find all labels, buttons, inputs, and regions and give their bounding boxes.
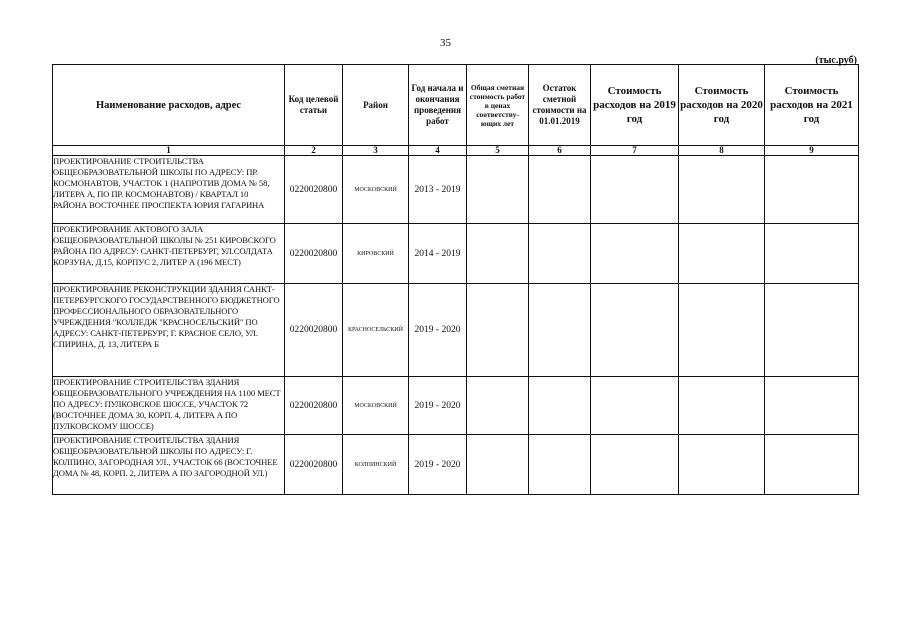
header-estimated-cost: Общая сметная стоимость работ в ценах соответству-ющих лет [467, 65, 529, 146]
row-cost-2019 [591, 224, 679, 284]
row-estimated-cost [467, 284, 529, 377]
row-remaining-cost [529, 156, 591, 224]
row-remaining-cost [529, 435, 591, 495]
row-cost-2019 [591, 284, 679, 377]
row-code: 0220020800 [285, 156, 343, 224]
row-years: 2014 - 2019 [409, 224, 467, 284]
row-cost-2020 [679, 156, 765, 224]
budget-table [52, 64, 859, 495]
row-cost-2021 [765, 156, 859, 224]
column-number: 5 [467, 146, 529, 156]
header-district: Район [343, 65, 409, 146]
page-number: 35 [440, 37, 451, 49]
row-remaining-cost [529, 377, 591, 435]
row-district: МОСКОВСКИЙ [343, 377, 409, 435]
table-row [53, 224, 859, 284]
row-code: 0220020800 [285, 377, 343, 435]
row-remaining-cost [529, 224, 591, 284]
row-name: ПРОЕКТИРОВАНИЕ СТРОИТЕЛЬСТВА ОБЩЕОБРАЗОВАТЕЛЬНОЙ ШКОЛЫ ПО АДРЕСУ: ПР. КОСМОНАВТОВ, УЧАСТОК 1 (НАПРОТИВ ДОМА № 58, ЛИТЕРА А, ПО ПР. КОСМОНАВТОВ) / КВАРТАЛ 10 РАЙОНА ВОСТОЧНЕЕ ПРОСПЕКТА ЮРИЯ ГАГАРИНА [53, 156, 285, 224]
row-cost-2020 [679, 377, 765, 435]
row-cost-2021 [765, 284, 859, 377]
row-cost-2020 [679, 224, 765, 284]
row-cost-2019 [591, 377, 679, 435]
header-name: Наименование расходов, адрес [53, 65, 285, 146]
row-district: КРАСНОСЕЛЬСКИЙ [343, 284, 409, 377]
column-number: 8 [679, 146, 765, 156]
row-district: КОЛПИНСКИЙ [343, 435, 409, 495]
header-cost-2021: Стоимость расходов на 2021 год [765, 65, 859, 146]
column-number: 7 [591, 146, 679, 156]
column-number: 6 [529, 146, 591, 156]
header-remaining-cost: Остаток сметной стоимости на 01.01.2019 [529, 65, 591, 146]
row-name: ПРОЕКТИРОВАНИЕ СТРОИТЕЛЬСТВА ЗДАНИЯ ОБЩЕОБРАЗОВАТЕЛЬНОЙ ШКОЛЫ ПО АДРЕСУ: Г. КОЛПИНО, ЗАГОРОДНАЯ УЛ., УЧАСТОК 66 (ВОСТОЧНЕЕ ДОМА № 48, КОРП. 2, ЛИТЕРА А ПО ЗАГОРОДНОЙ УЛ.) [53, 435, 285, 495]
column-number: 1 [53, 146, 285, 156]
row-code: 0220020800 [285, 224, 343, 284]
row-name: ПРОЕКТИРОВАНИЕ РЕКОНСТРУКЦИИ ЗДАНИЯ САНКТ-ПЕТЕРБУРГСКОГО ГОСУДАРСТВЕННОГО БЮДЖЕТНОГО ПРОФЕССИОНАЛЬНОГО ОБРАЗОВАТЕЛЬНОГО УЧРЕЖДЕНИЯ "КОЛЛЕДЖ "КРАСНОСЕЛЬСКИЙ" ПО АДРЕСУ: САНКТ-ПЕТЕРБУРГ, Г. КРАСНОЕ СЕЛО, УЛ. СПИРИНА, Д. 13, ЛИТЕРА Б [53, 284, 285, 377]
row-remaining-cost [529, 284, 591, 377]
row-years: 2019 - 2020 [409, 284, 467, 377]
header-cost-2020: Стоимость расходов на 2020 год [679, 65, 765, 146]
header-years: Год начала и окончания проведения работ [409, 65, 467, 146]
row-district: КИРОВСКИЙ [343, 224, 409, 284]
row-cost-2020 [679, 435, 765, 495]
column-number: 3 [343, 146, 409, 156]
table-row [53, 284, 859, 377]
column-number: 2 [285, 146, 343, 156]
row-cost-2020 [679, 284, 765, 377]
row-name: ПРОЕКТИРОВАНИЕ СТРОИТЕЛЬСТВА ЗДАНИЯ ОБЩЕОБРАЗОВАТЕЛЬНОГО УЧРЕЖДЕНИЯ НА 1100 МЕСТ ПО АДРЕСУ: ПУЛКОВСКОЕ ШОССЕ, УЧАСТОК 72 (ВОСТОЧНЕЕ ДОМА 30, КОРП. 4, ЛИТЕРА А ПО ПУЛКОВСКОМУ ШОССЕ) [53, 377, 285, 435]
row-years: 2019 - 2020 [409, 435, 467, 495]
row-estimated-cost [467, 377, 529, 435]
row-estimated-cost [467, 224, 529, 284]
row-district: МОСКОВСКИЙ [343, 156, 409, 224]
table-row [53, 435, 859, 495]
column-number: 9 [765, 146, 859, 156]
header-cost-2019: Стоимость расходов на 2019 год [591, 65, 679, 146]
row-code: 0220020800 [285, 284, 343, 377]
table-row [53, 156, 859, 224]
row-years: 2013 - 2019 [409, 156, 467, 224]
row-years: 2019 - 2020 [409, 377, 467, 435]
header-code: Код целевой статьи [285, 65, 343, 146]
row-cost-2019 [591, 435, 679, 495]
header-row [53, 65, 859, 146]
row-estimated-cost [467, 435, 529, 495]
column-number: 4 [409, 146, 467, 156]
table-row [53, 377, 859, 435]
row-name: ПРОЕКТИРОВАНИЕ АКТОВОГО ЗАЛА ОБЩЕОБРАЗОВАТЕЛЬНОЙ ШКОЛЫ № 251 КИРОВСКОГО РАЙОНА ПО АДРЕСУ: САНКТ-ПЕТЕРБУРГ, УЛ.СОЛДАТА КОРЗУНА, Д.15, КОРПУС 2, ЛИТЕР А (196 МЕСТ) [53, 224, 285, 284]
column-number-row [53, 146, 859, 156]
row-cost-2021 [765, 377, 859, 435]
row-code: 0220020800 [285, 435, 343, 495]
row-estimated-cost [467, 156, 529, 224]
row-cost-2021 [765, 224, 859, 284]
units-label: (тыс.руб) [815, 55, 857, 66]
row-cost-2019 [591, 156, 679, 224]
row-cost-2021 [765, 435, 859, 495]
